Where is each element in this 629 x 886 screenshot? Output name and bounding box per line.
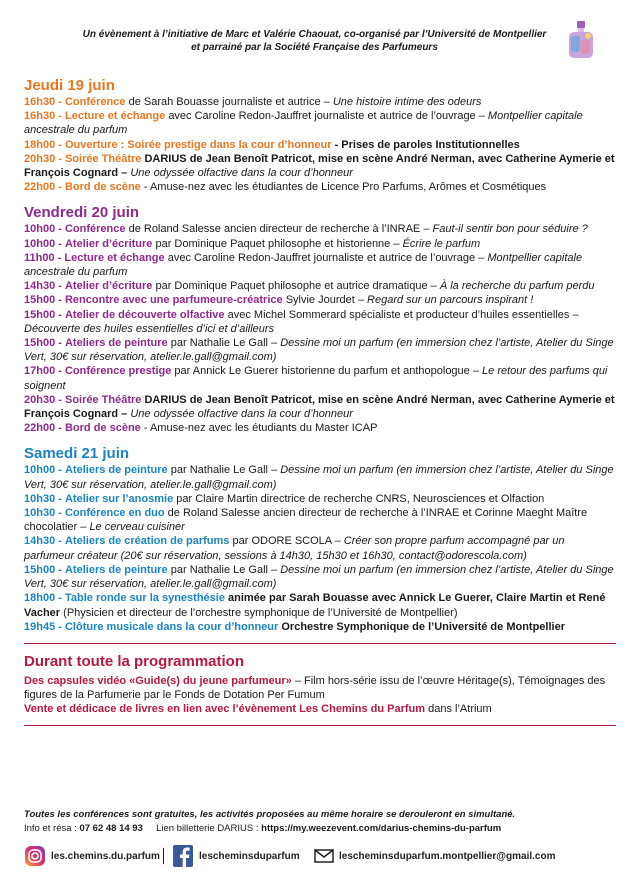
- facebook-link[interactable]: [172, 843, 300, 869]
- event: 22h00 - Bord de scène - Amuse-nez avec les étudiantes de Licence Pro Parfums, Arômes et Cosmétiques: [24, 181, 547, 194]
- day-title: Samedi 21 juin: [24, 445, 130, 463]
- social-links: [24, 843, 616, 869]
- day-thursday: [24, 76, 616, 194]
- perfume-bottle-logo: [566, 20, 596, 60]
- facebook-icon: [172, 844, 194, 868]
- ongoing-line-2: Vente et dédicace de livres en lien avec l’évènement Les Chemins du Parfum dans l’Atrium: [24, 703, 492, 716]
- event: 10h00 - Atelier d’écriture par Dominique Paquet philosophe et historienne – Écrire le parfum: [24, 237, 481, 250]
- ongoing-section: [24, 652, 616, 717]
- instagram-handle: les.chemins.du.parfum: [51, 850, 160, 862]
- email-address: lescheminsduparfum.montpellier@gmail.com: [339, 850, 556, 862]
- info-label: Info et résa :: [24, 823, 77, 834]
- contact-line: [24, 822, 616, 836]
- event: 11h00 - Lecture et échange avec Caroline Redon-Jauffret journaliste et autrice de l’ouvrage – Montpellier capitale ancestrale du parfum: [24, 251, 583, 279]
- free-note: Toutes les conférences sont gratuites, les activités proposées au même horaire se derouleront en simultané.: [24, 809, 516, 820]
- event: 19h45 - Clôture musicale dans la cour d’honneur Orchestre Symphonique de l’Université de Montpellier: [24, 620, 565, 633]
- day-friday: [24, 203, 616, 435]
- instagram-icon: [24, 845, 46, 867]
- divider: [24, 725, 616, 726]
- event: 20h30 - Soirée Théâtre DARIUS de Jean Benoît Patricot, mise en scène André Nerman, avec Catherine Aymerie et François Cognard – Une odyssée olfactive dans la cour d’honneur: [24, 152, 615, 180]
- event: 17h00 - Conférence prestige par Annick Le Guerer historienne du parfum et anthopologue – Le retour des parfums qui soignent: [24, 365, 608, 392]
- facebook-handle: lescheminsduparfum: [199, 850, 300, 862]
- event: 14h30 - Ateliers de création de parfums par ODORE SCOLA – Créer son propre parfum accompagné par un parfumeur créateur (20€ sur réservation, sessions à 14h30, 15h30 et 16h30, contact@odorescola.com): [24, 535, 565, 562]
- event: 15h00 - Ateliers de peinture par Nathalie Le Gall – Dessine moi un parfum (en immersion chez l’artiste, Atelier du Singe Vert, 30€ sur réservation, atelier.le.gall@gmail.com): [24, 563, 614, 591]
- organizer-line-2: et parrainé par la Société Française des Parfumeurs: [191, 42, 438, 53]
- day-saturday: [24, 444, 616, 633]
- event: 16h30 - Conférence de Sarah Bouasse journaliste et autrice – Une histoire intime des odeurs: [24, 96, 482, 108]
- event: 18h00 - Table ronde sur la synesthésie animée par Sarah Bouasse avec Annick Le Guerer, Claire Martin et René Vacher (Physicien et directeur de l’orchestre symphonique de l’Université de Montpellier): [24, 592, 606, 619]
- event: 10h00 - Conférence de Roland Salesse ancien directeur de recherche à l’INRAE – Faut-il sentir bon pour séduire ?: [24, 223, 588, 236]
- day-title: Jeudi 19 juin: [24, 77, 115, 94]
- ticket-link[interactable]: https://my.weezevent.com/darius-chemins-du-parfum: [261, 823, 502, 834]
- mail-icon: [314, 849, 334, 863]
- event: 22h00 - Bord de scène - Amuse-nez avec les étudiants du Master ICAP: [24, 422, 378, 435]
- event: 15h00 - Ateliers de peinture par Nathalie Le Gall – Dessine moi un parfum (en immersion chez l’artiste, Atelier du Singe Vert, 30€ sur réservation, atelier.le.gall@gmail.com): [24, 337, 614, 364]
- ongoing-title: Durant toute la programmation: [24, 652, 245, 670]
- event: 15h00 - Rencontre avec une parfumeure-créatrice Sylvie Jourdet – Regard sur un parcours inspirant !: [24, 294, 534, 307]
- event: 15h00 - Atelier de découverte olfactive avec Michel Sommerard spécialiste et producteur d’huiles essentielles – Découverte des huiles essentielles d’ici et d’ailleurs: [24, 308, 579, 335]
- day-title: Vendredi 20 juin: [24, 204, 140, 222]
- program-content: [24, 76, 616, 726]
- event: 18h00 - Ouverture : Soirée prestige dans la cour d’honneur - Prises de paroles Institutionnelles: [24, 138, 520, 151]
- event: 10h30 - Atelier sur l’anosmie par Claire Martin directrice de recherche CNRS, Neurosciences et Olfaction: [24, 492, 545, 505]
- ticket-label: Lien billetterie DARIUS :: [156, 823, 259, 834]
- footer: [24, 808, 616, 836]
- divider: [24, 643, 616, 644]
- event: 10h00 - Ateliers de peinture par Nathalie Le Gall – Dessine moi un parfum (en immersion chez l’artiste, Atelier du Singe Vert, 30€ sur réservation, atelier.le.gall@gmail.com): [24, 464, 614, 491]
- event: 14h30 - Atelier d’écriture par Dominique Paquet philosophe et autrice dramatique – À la recherche du parfum perdu: [24, 280, 595, 293]
- email-link[interactable]: [314, 843, 555, 869]
- event: 10h30 - Conférence en duo de Roland Salesse ancien directeur de recherche à l’INRAE et Corinne Maeght Maître chocolatier – Le cerveau cuisiner: [24, 507, 588, 534]
- instagram-link[interactable]: [24, 843, 164, 869]
- event: 20h30 - Soirée Théâtre DARIUS de Jean Benoît Patricot, mise en scène André Nerman, avec Catherine Aymerie et François Cognard – Une odyssée olfactive dans la cour d’honneur: [24, 393, 615, 421]
- event: 16h30 - Lecture et échange avec Caroline Redon-Jauffret journaliste et autrice de l’ouvrage – Montpellier capitale ancestrale du parfum: [24, 110, 583, 137]
- ongoing-line-1: Des capsules vidéo «Guide(s) du jeune parfumeur» – Film hors-série issu de l’œuvre Héritage(s), Témoignages des figures de la Parfumerie par le Fonds de Dotation Per Fumum: [24, 674, 606, 702]
- organizer-header: [0, 28, 629, 54]
- organizer-line-1: Un évènement à l’initiative de Marc et Valérie Chaouat, co-organisé par l’Université de Montpellier: [82, 29, 547, 40]
- phone-number[interactable]: 07 62 48 14 93: [79, 823, 143, 834]
